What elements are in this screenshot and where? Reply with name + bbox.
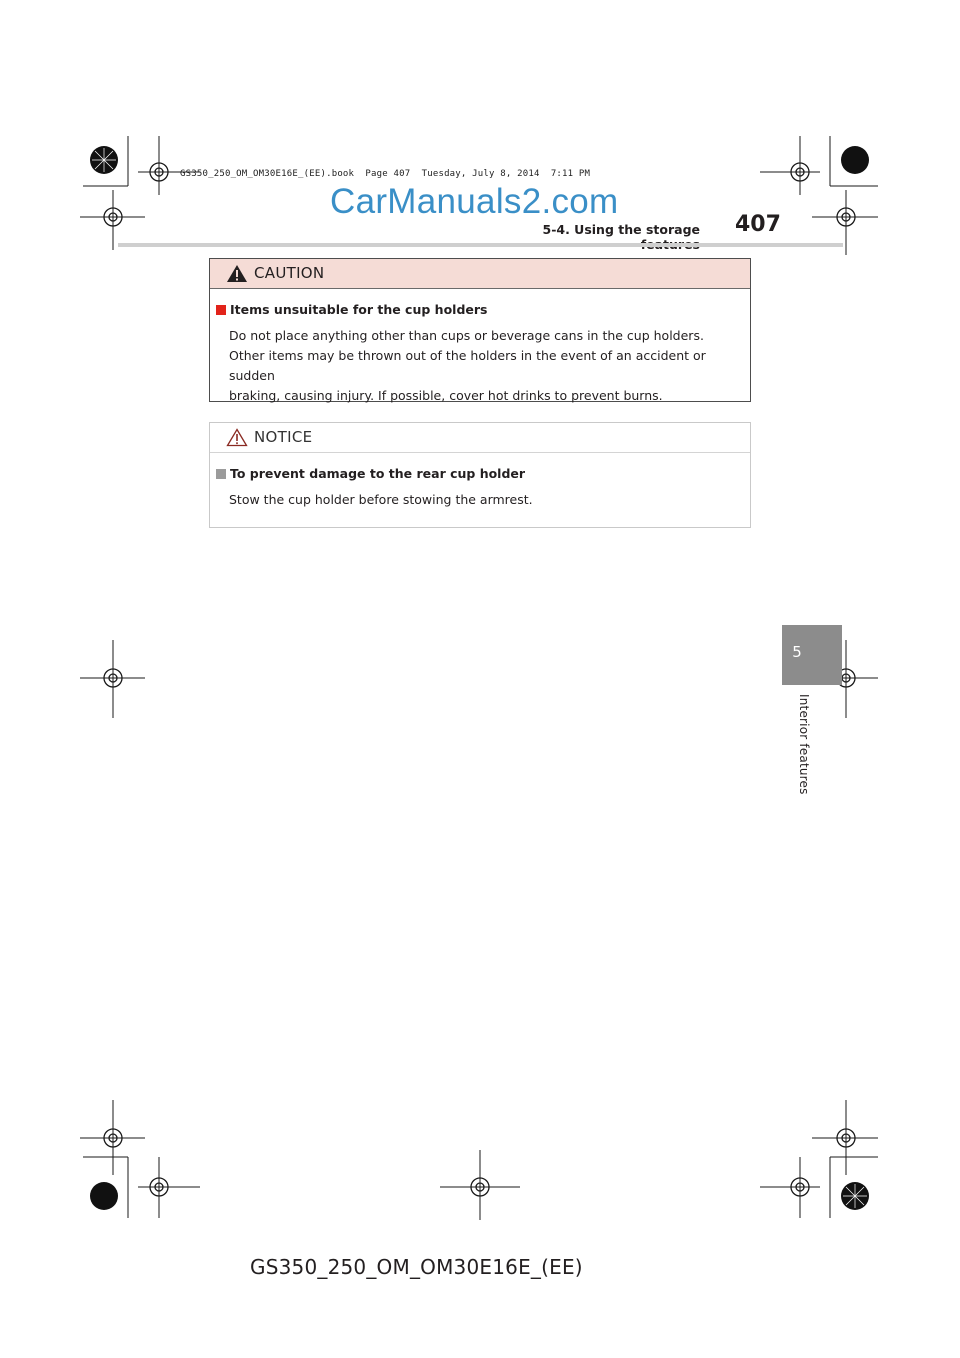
chapter-tab[interactable] bbox=[782, 625, 842, 685]
caution-line: Do not place anything other than cups or beverage cans in the cup holders. bbox=[229, 328, 704, 343]
footer-code: GS350_250_OM_OM30E16E_(EE) bbox=[250, 1255, 583, 1279]
notice-item-title bbox=[216, 466, 525, 481]
notice-label: NOTICE bbox=[254, 428, 313, 446]
section-title: 5-4. Using the storage bbox=[542, 222, 700, 237]
caution-body bbox=[229, 326, 749, 406]
warning-triangle-outline-icon bbox=[226, 428, 248, 447]
warning-triangle-icon bbox=[226, 264, 248, 283]
notice-line: Stow the cup holder before stowing the armrest. bbox=[229, 492, 533, 507]
header-rule bbox=[118, 243, 843, 247]
caution-item-title bbox=[216, 302, 487, 317]
caution-bullet bbox=[216, 305, 226, 315]
chapter-label: Interior features bbox=[797, 694, 811, 795]
caution-item-title-text: Items unsuitable for the cup holders bbox=[230, 302, 488, 317]
caution-line: Other items may be thrown out of the holders in the event of an accident or sudden bbox=[229, 348, 706, 383]
print-info-line: GS350_250_OM_OM30E16E_(EE).book Page 407 Tuesday, July 8, 2014 7:11 PM bbox=[180, 169, 591, 179]
notice-bullet bbox=[216, 469, 226, 479]
notice-body bbox=[229, 490, 749, 510]
page-number: 407 bbox=[735, 212, 781, 237]
caution-box bbox=[209, 258, 751, 402]
notice-header bbox=[210, 423, 750, 453]
notice-item-title-text: To prevent damage to the rear cup holder bbox=[230, 466, 526, 481]
chapter-number: 5 bbox=[792, 643, 802, 661]
watermark-text[interactable]: CarManuals2.com bbox=[330, 182, 619, 221]
caution-label: CAUTION bbox=[254, 264, 325, 282]
caution-line: braking, causing injury. If possible, cover hot drinks to prevent burns. bbox=[229, 388, 663, 403]
notice-box bbox=[209, 422, 751, 528]
caution-header bbox=[210, 259, 750, 289]
